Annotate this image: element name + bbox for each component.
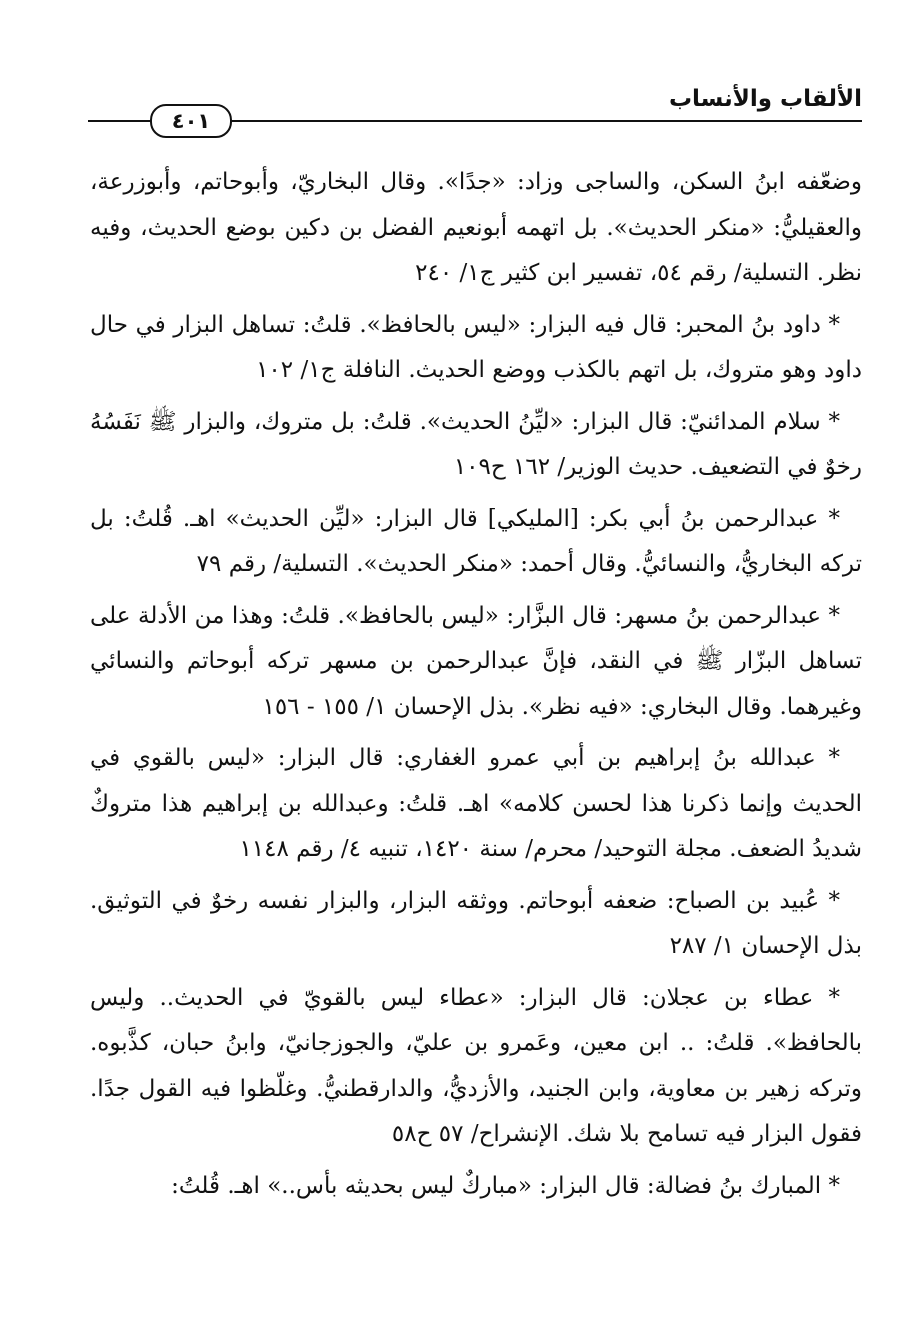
entry-abdullah-ibn-ibrahim: * عبدالله بنُ إبراهيم بن أبي عمرو الغفاري: قال البزار: «ليس بالقوي في الحديث وإنما ذكرنا هذا لحسن كلامه» اهـ. قلتُ: وعبدالله بن إبراهيم هذا متروكٌ شديدُ الضعف. مجلة التوحيد/ محرم/ سنة ١٤٢٠، تنبيه ٤/ رقم ١١٤٨: [90, 745, 862, 862]
entry-ubayd-ibn-al-sabbah: * عُبيد بن الصباح: ضعفه أبوحاتم. ووثقه البزار، والبزار نفسه رخوٌ في التوثيق. بذل الإحسان ١/ ٢٨٧: [90, 887, 862, 959]
running-title: الألقاب والأنساب: [668, 86, 862, 112]
entry-abdulrahman-ibn-abi-bakr: * عبدالرحمن بنُ أبي بكر: [المليكي] قال البزار: «ليِّن الحديث» اهـ. قُلتُ: بل تركه البخاريُّ، والنسائيُّ. وقال أحمد: «منكر الحديث». التسلية/ رقم ٧٩: [90, 505, 862, 577]
paragraph-continuation: وضعّفه ابنُ السكن، والساجى وزاد: «جدًا». وقال البخاريّ، وأبوحاتم، وأبوزرعة، والعقيليُّ: «منكر الحديث». بل اتهمه أبونعيم الفضل بن دكين بوضع الحديث، وفيه نظر. التسلية/ رقم ٥٤، تفسير ابن كثير ج١/ ٢٤٠: [90, 169, 862, 286]
page-header: [88, 82, 862, 142]
page-body: [90, 160, 862, 1215]
entry-al-mubarak-ibn-fadala: * المبارك بنُ فضالة: قال البزار: «مباركٌ ليس بحديثه بأس..» اهـ. قُلتُ:: [171, 1172, 840, 1199]
entry-sallam-al-madaini: * سلام المدائنيّ: قال البزار: «ليِّنُ الحديث». قلتُ: بل متروك، والبزار ﷺ نَفَسُهُ رخوٌ في التضعيف. حديث الوزير/ ١٦٢ ح١٠٩: [90, 408, 862, 480]
page-number: ٤٠١: [150, 104, 232, 138]
entry-abdulrahman-ibn-mushir: * عبدالرحمن بنُ مسهر: قال البزَّار: «ليس بالحافظ». قلتُ: وهذا من الأدلة على تساهل البزّار ﷺ في النقد، فإنَّ عبدالرحمن بن مسهر تركه أبوحاتم والنسائي وغيرهما. وقال البخاري: «فيه نظر». بذل الإحسان ١/ ١٥٥ - ١٥٦: [90, 602, 862, 720]
entry-dawud-ibn-al-muhabbar: * داود بنُ المحبر: قال فيه البزار: «ليس بالحافظ». قلتُ: تساهل البزار في حال داود وهو متروك، بل اتهم بالكذب ووضع الحديث. النافلة ج١/ ١٠٢: [90, 311, 862, 383]
entry-ata-ibn-ajlan: * عطاء بن عجلان: قال البزار: «عطاء ليس بالقويّ في الحديث.. وليس بالحافظ». قلتُ: .. ابن معين، وعَمرو بن عليّ، والجوزجانيّ، وابنُ حبان، كذَّبوه. وتركه زهير بن معاوية، وابن الجنيد، والأزديُّ، والدارقطنيُّ. وغلّظوا فيه القول جدًا. فقول البزار فيه تسامح بلا شك. الإنشراح/ ٥٧ ح٥٨: [90, 984, 862, 1147]
